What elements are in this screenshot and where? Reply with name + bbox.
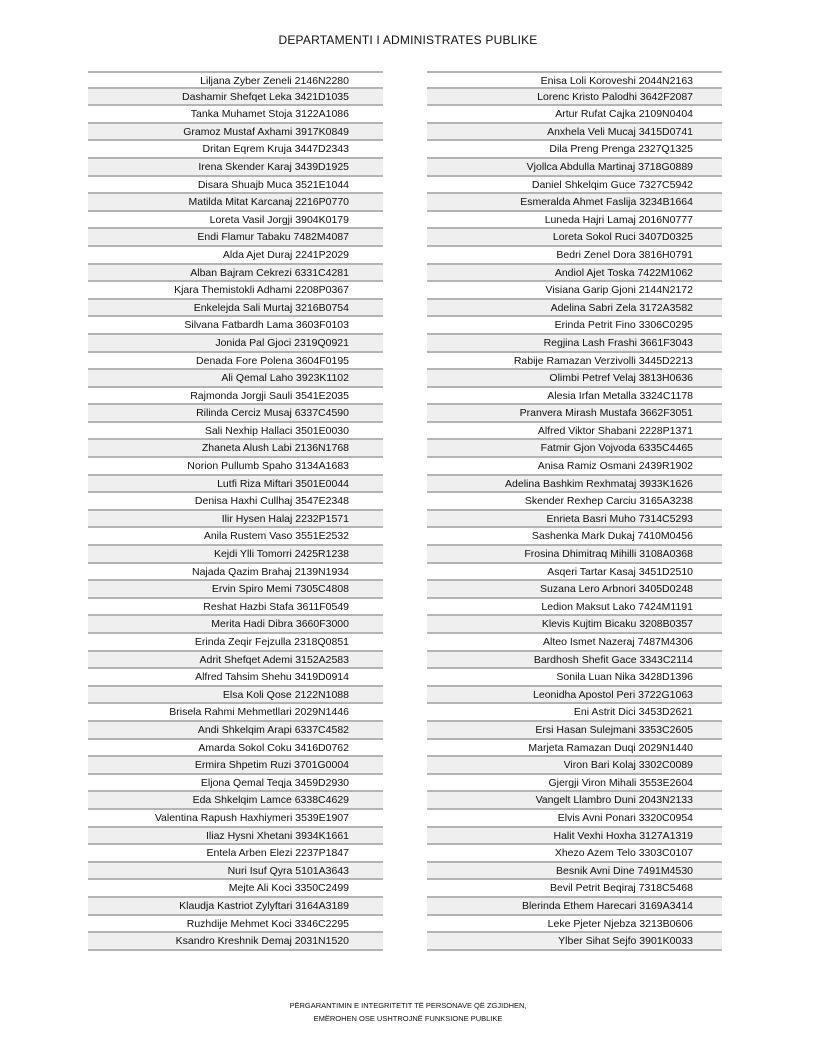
name-row: Gramoz Mustaf Axhami 3917K0849 — [88, 124, 383, 142]
name-row: Asqeri Tartar Kasaj 3451D2510 — [427, 564, 722, 582]
name-row: Vangelt Llambro Duni 2043N2133 — [427, 792, 722, 810]
name-row: Loreta Vasil Jorgji 3904K0179 — [88, 212, 383, 230]
name-row: Denisa Haxhi Cullhaj 3547E2348 — [88, 493, 383, 511]
name-row: Ksandro Kreshnik Demaj 2031N1520 — [88, 933, 383, 951]
name-row: Erinda Petrit Fino 3306C0295 — [427, 317, 722, 335]
name-row: Skender Rexhep Carciu 3165A3238 — [427, 493, 722, 511]
footer-line-2: EMËROHEN OSE USHTROJNË FUNKSIONE PUBLIKE — [313, 1014, 503, 1023]
name-row: Ermira Shpetim Ruzi 3701G0004 — [88, 757, 383, 775]
page-title: DEPARTAMENTI I ADMINISTRATES PUBLIKE — [278, 33, 538, 47]
name-row: Bardhosh Shefit Gace 3343C2114 — [427, 652, 722, 670]
name-row: Pranvera Mirash Mustafa 3662F3051 — [427, 405, 722, 423]
name-row: Lutfi Riza Miftari 3501E0044 — [88, 476, 383, 494]
name-row: Daniel Shkelqim Guce 7327C5942 — [427, 177, 722, 195]
name-row: Sashenka Mark Dukaj 7410M0456 — [427, 528, 722, 546]
name-row: Najada Qazim Brahaj 2139N1934 — [88, 564, 383, 582]
right-name-column — [427, 71, 722, 951]
name-row: Valentina Rapush Haxhiymeri 3539E1907 — [88, 810, 383, 828]
name-row: Silvana Fatbardh Lama 3603F0103 — [88, 317, 383, 335]
name-row: Dritan Eqrem Kruja 3447D2343 — [88, 141, 383, 159]
name-row: Elsa Koli Qose 2122N1088 — [88, 687, 383, 705]
name-row: Adelina Bashkim Rexhmataj 3933K1626 — [427, 476, 722, 494]
name-row: Denada Fore Polena 3604F0195 — [88, 353, 383, 371]
name-row: Luneda Hajri Lamaj 2016N0777 — [427, 212, 722, 230]
name-row: Kjara Themistokli Adhami 2208P0367 — [88, 282, 383, 300]
footer-line-1: PËRGARANTIMIN E INTEGRITETIT TË PERSONAVE QË ZGJIDHEN, — [289, 1001, 527, 1010]
name-row: Sali Nexhip Hallaci 3501E0030 — [88, 423, 383, 441]
name-row: Andi Shkelqim Arapi 6337C4582 — [88, 722, 383, 740]
name-row: Anxhela Veli Mucaj 3415D0741 — [427, 124, 722, 142]
name-row: Enkelejda Sali Murtaj 3216B0754 — [88, 300, 383, 318]
name-row: Alfred Viktor Shabani 2228P1371 — [427, 423, 722, 441]
name-row: Ervin Spiro Memi 7305C4808 — [88, 581, 383, 599]
name-row: Ledion Maksut Lako 7424M1191 — [427, 599, 722, 617]
name-row: Brisela Rahmi Mehmetllari 2029N1446 — [88, 704, 383, 722]
name-row: Vjollca Abdulla Martinaj 3718G0889 — [427, 159, 722, 177]
name-row: Anila Rustem Vaso 3551E2532 — [88, 528, 383, 546]
name-row: Ilir Hysen Halaj 2232P1571 — [88, 511, 383, 529]
name-row: Halit Vexhi Hoxha 3127A1319 — [427, 828, 722, 846]
name-row: Liljana Zyber Zeneli 2146N2280 — [88, 71, 383, 89]
name-row: Alteo Ismet Nazeraj 7487M4306 — [427, 634, 722, 652]
name-row: Nuri Isuf Qyra 5101A3643 — [88, 863, 383, 881]
name-row: Suzana Lero Arbnori 3405D0248 — [427, 581, 722, 599]
name-row: Xhezo Azem Telo 3303C0107 — [427, 845, 722, 863]
left-name-column — [88, 71, 383, 951]
name-row: Alfred Tahsim Shehu 3419D0914 — [88, 669, 383, 687]
name-row: Klevis Kujtim Bicaku 3208B0357 — [427, 616, 722, 634]
name-row: Mejte Ali Koci 3350C2499 — [88, 880, 383, 898]
name-row: Anisa Ramiz Osmani 2439R1902 — [427, 458, 722, 476]
footer — [0, 999, 816, 1025]
name-row: Olimbi Petref Velaj 3813H0636 — [427, 370, 722, 388]
name-row: Amarda Sokol Coku 3416D0762 — [88, 740, 383, 758]
name-row: Leke Pjeter Njebza 3213B0606 — [427, 916, 722, 934]
name-row: Eljona Qemal Teqja 3459D2930 — [88, 775, 383, 793]
name-row: Bedri Zenel Dora 3816H0791 — [427, 247, 722, 265]
name-row: Alesia Irfan Metalla 3324C1178 — [427, 388, 722, 406]
name-row: Viron Bari Kolaj 3302C0089 — [427, 757, 722, 775]
name-row: Elvis Avni Ponari 3320C0954 — [427, 810, 722, 828]
name-row: Leonidha Apostol Peri 3722G1063 — [427, 687, 722, 705]
name-row: Esmeralda Ahmet Faslija 3234B1664 — [427, 194, 722, 212]
name-row: Norion Pullumb Spaho 3134A1683 — [88, 458, 383, 476]
name-row: Blerinda Ethem Harecari 3169A3414 — [427, 898, 722, 916]
name-row: Iliaz Hysni Xhetani 3934K1661 — [88, 828, 383, 846]
name-row: Enisa Loli Koroveshi 2044N2163 — [427, 71, 722, 89]
name-row: Gjergji Viron Mihali 3553E2604 — [427, 775, 722, 793]
name-row: Besnik Avni Dine 7491M4530 — [427, 863, 722, 881]
name-row: Frosina Dhimitraq Mihilli 3108A0368 — [427, 546, 722, 564]
name-row: Ruzhdije Mehmet Koci 3346C2295 — [88, 916, 383, 934]
name-row: Disara Shuajb Muca 3521E1044 — [88, 177, 383, 195]
name-row: Fatmir Gjon Vojvoda 6335C4465 — [427, 440, 722, 458]
name-row: Eni Astrit Dici 3453D2621 — [427, 704, 722, 722]
name-row: Alda Ajet Duraj 2241P2029 — [88, 247, 383, 265]
name-row: Visiana Garip Gjoni 2144N2172 — [427, 282, 722, 300]
name-row: Alban Bajram Cekrezi 6331C4281 — [88, 265, 383, 283]
name-row: Rabije Ramazan Verzivolli 3445D2213 — [427, 353, 722, 371]
name-row: Ersi Hasan Sulejmani 3353C2605 — [427, 722, 722, 740]
name-row: Kejdi Ylli Tomorri 2425R1238 — [88, 546, 383, 564]
name-row: Marjeta Ramazan Duqi 2029N1440 — [427, 740, 722, 758]
name-row: Tanka Muhamet Stoja 3122A1086 — [88, 106, 383, 124]
name-row: Andiol Ajet Toska 7422M1062 — [427, 265, 722, 283]
name-row: Dila Preng Prenga 2327Q1325 — [427, 141, 722, 159]
name-row: Regjina Lash Frashi 3661F3043 — [427, 335, 722, 353]
name-row: Lorenc Kristo Palodhi 3642F2087 — [427, 89, 722, 107]
name-row: Ylber Sihat Sejfo 3901K0033 — [427, 933, 722, 951]
name-row: Jonida Pal Gjoci 2319Q0921 — [88, 335, 383, 353]
name-row: Merita Hadi Dibra 3660F3000 — [88, 616, 383, 634]
name-row: Reshat Hazbi Stafa 3611F0549 — [88, 599, 383, 617]
name-row: Zhaneta Alush Labi 2136N1768 — [88, 440, 383, 458]
name-row: Adelina Sabri Zela 3172A3582 — [427, 300, 722, 318]
name-row: Klaudja Kastriot Zylyftari 3164A3189 — [88, 898, 383, 916]
name-row: Adrit Shefqet Ademi 3152A2583 — [88, 652, 383, 670]
name-row: Rilinda Cerciz Musaj 6337C4590 — [88, 405, 383, 423]
name-row: Irena Skender Karaj 3439D1925 — [88, 159, 383, 177]
name-row: Rajmonda Jorgji Sauli 3541E2035 — [88, 388, 383, 406]
name-row: Matilda Mitat Karcanaj 2216P0770 — [88, 194, 383, 212]
name-row: Endi Flamur Tabaku 7482M4087 — [88, 229, 383, 247]
name-row: Sonila Luan Nika 3428D1396 — [427, 669, 722, 687]
name-row: Dashamir Shefqet Leka 3421D1035 — [88, 89, 383, 107]
name-row: Eda Shkelqim Lamce 6338C4629 — [88, 792, 383, 810]
name-row: Bevil Petrit Beqiraj 7318C5468 — [427, 880, 722, 898]
name-row: Erinda Zeqir Fejzulla 2318Q0851 — [88, 634, 383, 652]
name-row: Loreta Sokol Ruci 3407D0325 — [427, 229, 722, 247]
name-row: Enrieta Basri Muho 7314C5293 — [427, 511, 722, 529]
name-row: Entela Arben Elezi 2237P1847 — [88, 845, 383, 863]
name-row: Ali Qemal Laho 3923K1102 — [88, 370, 383, 388]
name-row: Artur Rufat Cajka 2109N0404 — [427, 106, 722, 124]
